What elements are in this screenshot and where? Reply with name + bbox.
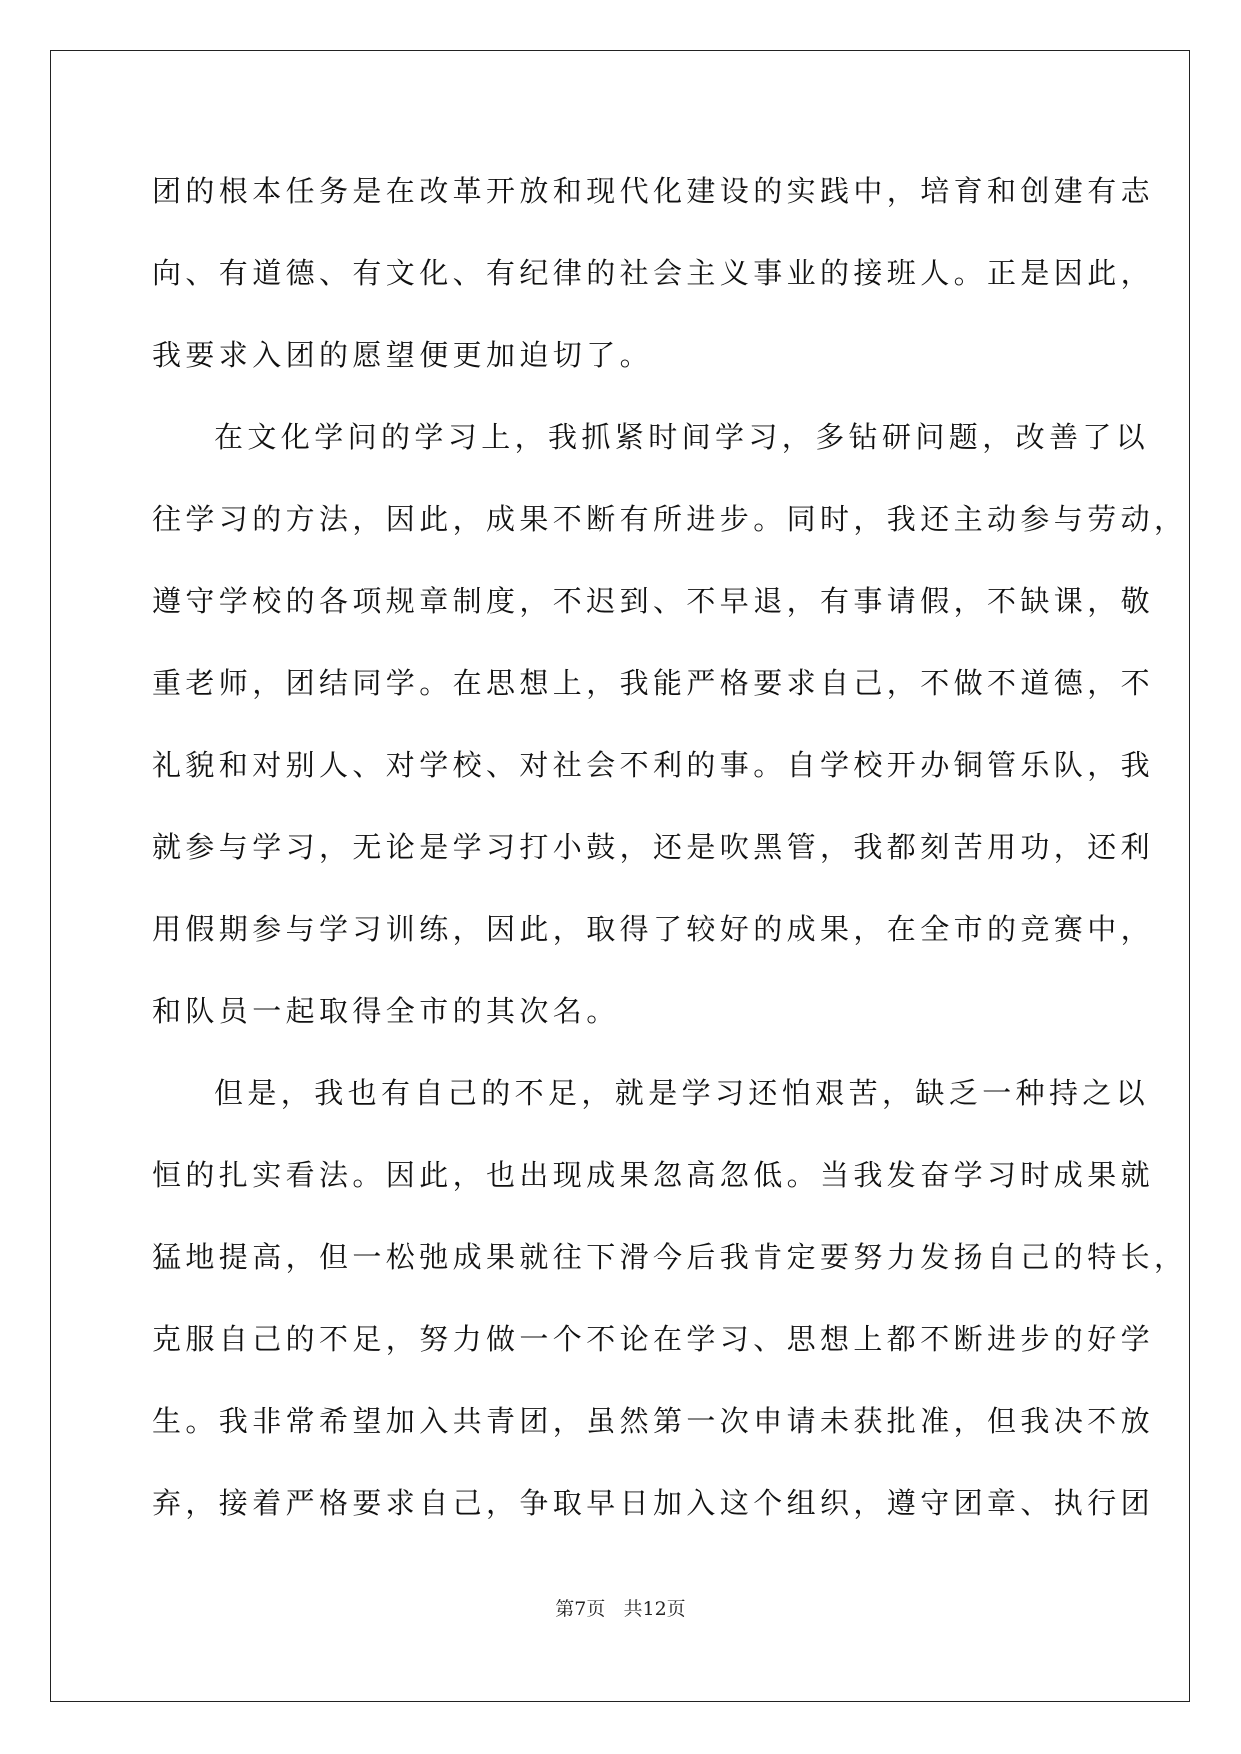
text-line: 重老师，团结同学。在思想上，我能严格要求自己，不做不道德，不: [152, 666, 1155, 700]
text-line: 用假期参与学习训练，因此，取得了较好的成果，在全市的竞赛中，: [152, 912, 1155, 946]
paragraph-first-line: 但是，我也有自己的不足，就是学习还怕艰苦，缺乏一种持之以: [214, 1076, 1150, 1110]
text-line: 猛地提高，但一松弛成果就往下滑今后我肯定要努力发扬自己的特长，: [152, 1240, 1188, 1274]
paragraph-first-line: 在文化学问的学习上，我抓紧时间学习，多钻研问题，改善了以: [214, 420, 1150, 454]
text-line: 我要求入团的愿望便更加迫切了。: [152, 338, 654, 372]
text-line: 恒的扎实看法。因此，也出现成果忽高忽低。当我发奋学习时成果就: [152, 1158, 1155, 1192]
page-number-footer: 第7页 共12页: [555, 1598, 686, 1620]
text-line: 遵守学校的各项规章制度，不迟到、不早退，有事请假，不缺课，敬: [152, 584, 1155, 618]
document-body: [152, 150, 1188, 1544]
text-line: 往学习的方法，因此，成果不断有所进步。同时，我还主动参与劳动，: [152, 502, 1188, 536]
text-line: 向、有道德、有文化、有纪律的社会主义事业的接班人。正是因此，: [152, 256, 1155, 290]
text-line: 生。我非常希望加入共青团，虽然第一次申请未获批准，但我决不放: [152, 1404, 1155, 1438]
text-line: 就参与学习，无论是学习打小鼓，还是吹黑管，我都刻苦用功，还利: [152, 830, 1155, 864]
text-line: 克服自己的不足，努力做一个不论在学习、思想上都不断进步的好学: [152, 1322, 1155, 1356]
text-line: 团的根本任务是在改革开放和现代化建设的实践中，培育和创建有志: [152, 174, 1155, 208]
text-line: 和队员一起取得全市的其次名。: [152, 994, 620, 1028]
text-line: 弃，接着严格要求自己，争取早日加入这个组织，遵守团章、执行团: [152, 1486, 1155, 1520]
text-line: 礼貌和对别人、对学校、对社会不利的事。自学校开办铜管乐队，我: [152, 748, 1155, 782]
